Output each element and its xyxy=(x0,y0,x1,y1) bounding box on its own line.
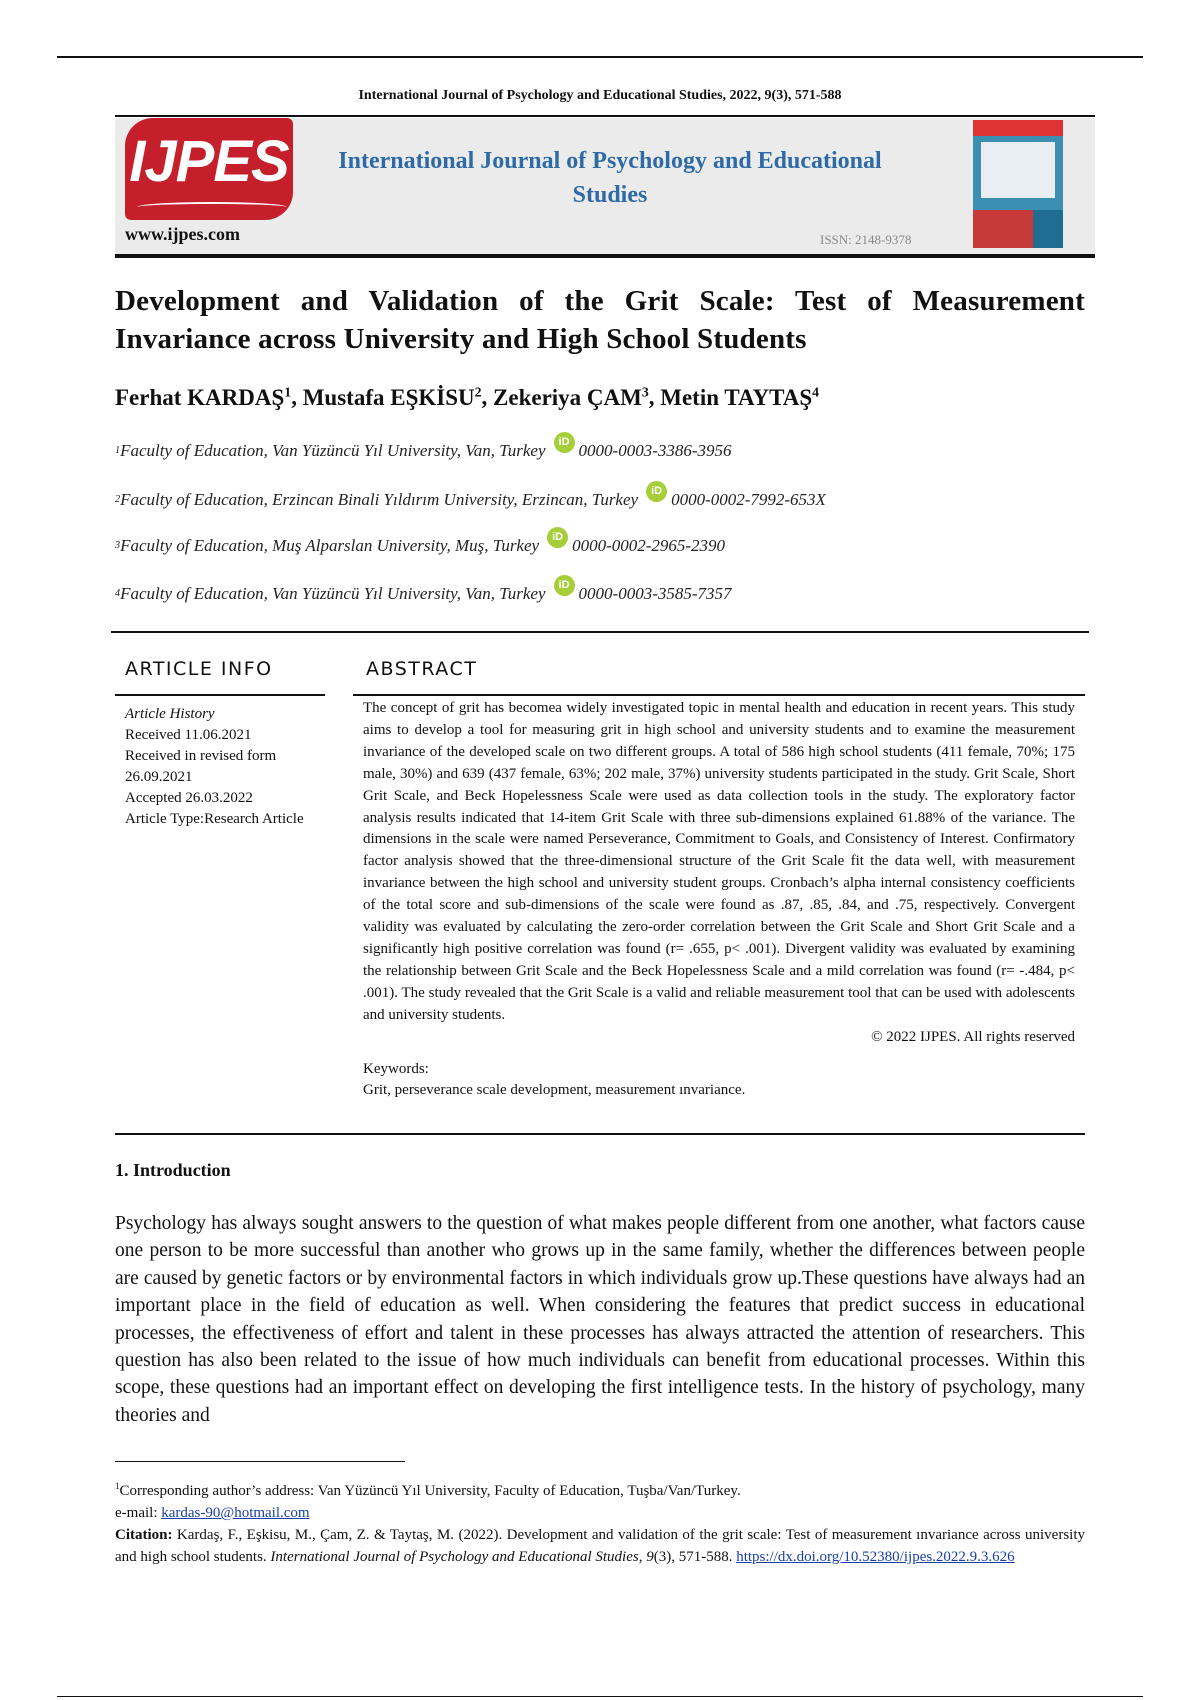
header-rule-bottom xyxy=(115,254,1095,258)
article-info-rule xyxy=(115,694,325,696)
top-border-line xyxy=(57,56,1143,58)
journal-website[interactable]: www.ijpes.com xyxy=(125,224,240,244)
citation: Citation: Kardaş, F., Eşkisu, M., Çam, Z. & Taytaş, M. (2022). Development and validation of the grit scale: Test of measurement ınvariance across university and high school students. International Journal of Psychology and Educational Studies, 9(3), 571-588. https://dx.doi.org/10.52380/ijpes.2022.9.3.626 xyxy=(115,1527,1085,1565)
abstract-bottom-rule xyxy=(115,1133,1085,1135)
article-info xyxy=(125,704,325,830)
keywords: Grit, perseverance scale development, measurement ınvariance. xyxy=(363,1082,746,1099)
email-line: e-mail: kardas-90@hotmail.com xyxy=(115,1505,310,1521)
paper-title: Development and Validation of the Grit Scale: Test of Measurement Invariance across University and High School Students xyxy=(115,285,1085,355)
issn: ISSN: 2148-9378 xyxy=(820,232,912,247)
logo-swoosh xyxy=(137,202,287,212)
header-rule-top xyxy=(115,115,1095,117)
journal-citation-line: International Journal of Psychology and Educational Studies, 2022, 9(3), 571-588 xyxy=(358,88,842,103)
orcid-id[interactable]: 0000-0003-3386-3956 xyxy=(578,440,732,460)
author: Metin TAYTAŞ$^4$ xyxy=(660,384,820,410)
bottom-border-line xyxy=(57,1696,1143,1697)
orcid-icon[interactable]: iD xyxy=(646,481,667,502)
affiliation: 3 Faculty of Education, Muş Alparslan University, Muş, Turkey iD 0000-0002-2965-2390 xyxy=(115,535,725,556)
abstract-rule xyxy=(353,694,1085,696)
author: Mustafa EŞKİSU$^2$ xyxy=(302,384,482,410)
abstract-text: The concept of grit has becomea widely investigated topic in mental health and education in recent years. This study aims to develop a tool for measuring grit in high school and university students and to examine the measurement invariance of the developed scale on two different groups. A total of 586 high school students (411 female, 70%; 175 male, 30%) and 639 (437 female, 63%; 202 male, 37%) university students participated in the study. Grit Scale, Short Grit Scale, and Beck Hopelessness Scale were used as data collection tools in the study. The exploratory factor analysis results indicated that 14-item Grit Scale with three sub-dimensions explained 61.88% of the variance. The dimensions in the scale were named Perseverance, Commitment to Goals, and Consistency of Interest. Confirmatory factor analysis showed that the three-dimensional structure of the Grit Scale fit the data well, with measurement invariance between the high school and university student groups. Cronbach’s alpha internal consistency coefficients of the total score and sub-dimensions of the scale were found as .87, .85, .84, and .75, respectively. Convergent validity was evaluated by calculating the zero-order correlation between the Grit Scale and Short Grit Scale and a significantly high positive correlation was found (r= .655, p< .001). Divergent validity was evaluated by examining the relationship between Grit Scale and the Beck Hopelessness Scale and a mild correlation was found (r= -.484, p< .001). The study revealed that the Grit Scale is a valid and reliable measurement tool that can be used with adolescents and university students. xyxy=(363,700,1075,1023)
corresponding-address: $^1$Corresponding author’s address: Van Yüzüncü Yıl University, Faculty of Education, Tuşba/Van/Turkey. xyxy=(115,1481,741,1499)
keywords-label: Keywords: xyxy=(363,1060,429,1077)
revised-date: Received in revised form 26.09.2021 xyxy=(125,748,277,785)
orcid-id[interactable]: 0000-0002-2965-2390 xyxy=(572,535,726,555)
orcid-icon[interactable]: iD xyxy=(554,432,575,453)
email-link[interactable]: kardas-90@hotmail.com xyxy=(161,1505,310,1521)
affiliation: 2 Faculty of Education, Erzincan Binali Yıldırım University, Erzincan, Turkey iD 0000-0002-7992-653X xyxy=(115,489,826,510)
orcid-id[interactable]: 0000-0002-7992-653X xyxy=(671,489,826,509)
ijpes-logo xyxy=(125,118,293,220)
article-type: Article Type:Research Article xyxy=(125,811,304,827)
orcid-icon[interactable]: iD xyxy=(547,527,568,548)
footnote-rule xyxy=(115,1461,405,1462)
affiliation: 1 Faculty of Education, Van Yüzüncü Yıl University, Van, Turkey iD 0000-0003-3386-3956 xyxy=(115,440,732,461)
introduction-heading: 1. Introduction xyxy=(115,1160,231,1180)
orcid-icon[interactable]: iD xyxy=(554,575,575,596)
logo-text: IJPES xyxy=(129,129,289,194)
affiliation: 4 Faculty of Education, Van Yüzüncü Yıl University, Van, Turkey iD 0000-0003-3585-7357 xyxy=(115,583,732,604)
accepted-date: Accepted 26.03.2022 xyxy=(125,790,253,806)
orcid-id[interactable]: 0000-0003-3585-7357 xyxy=(578,583,732,603)
author: Zekeriya ÇAM$^3$ xyxy=(493,384,649,410)
copyright: © 2022 IJPES. All rights reserved xyxy=(871,1028,1075,1045)
footnote xyxy=(115,1475,1085,1568)
journal-cover-image xyxy=(973,120,1063,248)
abstract xyxy=(363,698,1075,1102)
banner-journal-title: International Journal of Psychology and Educational Studies xyxy=(338,148,882,208)
journal-banner xyxy=(115,118,1095,254)
received-date: Received 11.06.2021 xyxy=(125,727,252,743)
section-divider xyxy=(111,631,1089,633)
abstract-heading: ABSTRACT xyxy=(366,658,478,680)
author-list: Ferhat KARDAŞ$^1$, Mustafa EŞKİSU$^2$, Zekeriya ÇAM$^3$, Metin TAYTAŞ$^4$ xyxy=(115,384,820,410)
introduction-text: Psychology has always sought answers to the question of what makes people different from one another, what factors cause one person to be more successful than another who grows up in the same family, whether the differences between people are caused by genetic factors or by environmental factors in which individuals grow up.These questions have always had an important place in the field of education as well. When considering the features that predict success in educational processes, the effectiveness of effort and talent in these processes has always attracted the attention of researchers. This question has also been related to the issue of how much individuals can benefit from educational processes. Within this scope, these questions had an important effect on developing the first intelligence tests. In the history of psychology, many theories and xyxy=(115,1213,1085,1426)
author: Ferhat KARDAŞ$^1$ xyxy=(115,384,292,410)
article-info-heading: ARTICLE INFO xyxy=(125,658,273,680)
doi-link[interactable]: https://dx.doi.org/10.52380/ijpes.2022.9.3.626 xyxy=(736,1549,1015,1565)
history-label: Article History xyxy=(125,706,215,722)
